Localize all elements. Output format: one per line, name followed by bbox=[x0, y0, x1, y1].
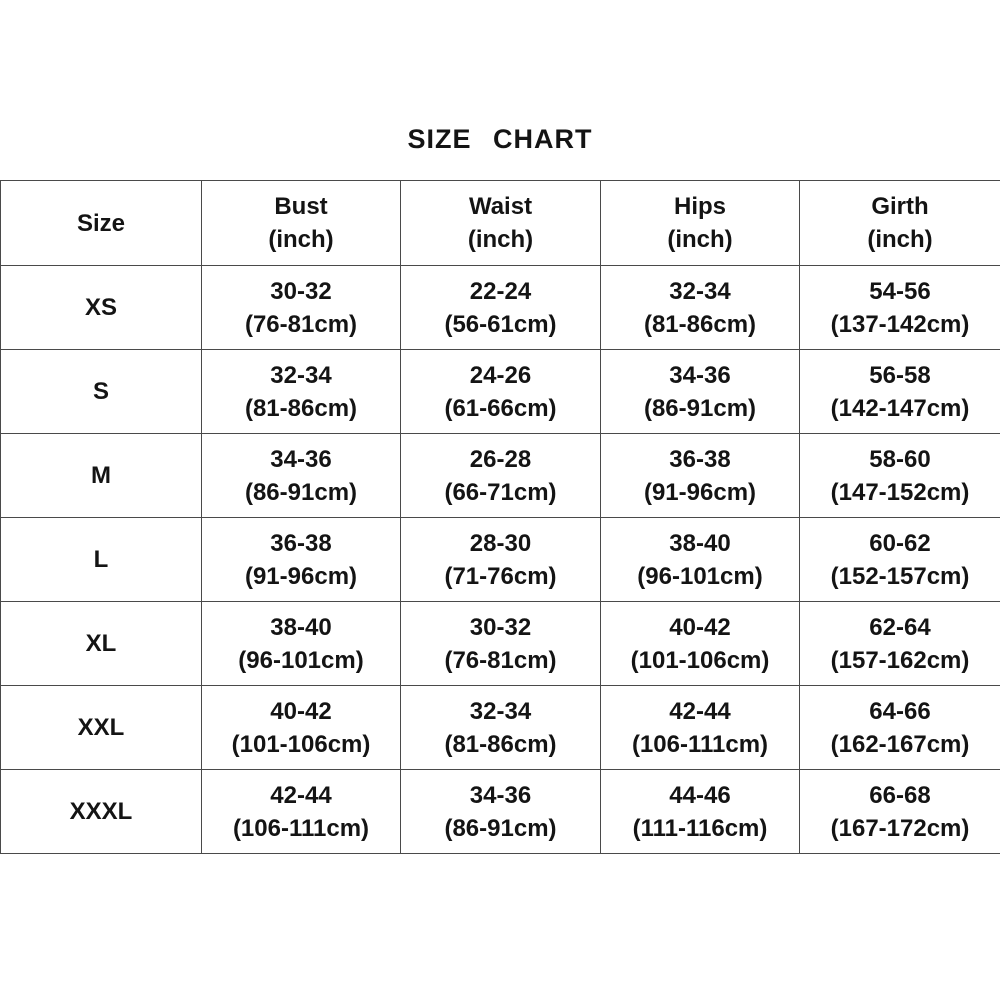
waist-cell bbox=[401, 686, 601, 770]
value-cm: (157-162cm) bbox=[830, 646, 970, 674]
hips-cell bbox=[601, 350, 800, 434]
size-cell: XL bbox=[1, 602, 202, 686]
table-row-xs bbox=[1, 266, 1000, 350]
value-inch: 60-62 bbox=[869, 529, 931, 557]
column-header-hips bbox=[601, 181, 800, 266]
value-cm: (106-111cm) bbox=[631, 730, 769, 758]
value-cm: (81-86cm) bbox=[643, 310, 757, 338]
value-cm: (81-86cm) bbox=[244, 394, 358, 422]
table-row-xxxl bbox=[1, 770, 1000, 854]
waist-cell bbox=[401, 602, 601, 686]
bust-cell bbox=[202, 770, 401, 854]
header-unit: (inch) bbox=[467, 226, 534, 253]
value-inch: 22-24 bbox=[469, 277, 532, 305]
hips-cell bbox=[601, 518, 800, 602]
value-cm: (76-81cm) bbox=[444, 646, 557, 674]
value-cm: (66-71cm) bbox=[444, 478, 557, 506]
header-label: Waist bbox=[468, 193, 533, 220]
value-cm: (147-152cm) bbox=[830, 478, 970, 506]
table-row-l bbox=[1, 518, 1000, 602]
waist-cell bbox=[401, 770, 601, 854]
value-cm: (86-91cm) bbox=[444, 814, 557, 842]
value-inch: 26-28 bbox=[469, 445, 532, 473]
value-inch: 30-32 bbox=[270, 277, 332, 305]
value-inch: 62-64 bbox=[869, 613, 931, 641]
value-cm: (56-61cm) bbox=[444, 310, 557, 338]
bust-cell bbox=[202, 350, 401, 434]
header-unit: (inch) bbox=[268, 226, 334, 253]
table-row-s bbox=[1, 350, 1000, 434]
header-unit: (inch) bbox=[867, 226, 933, 253]
girth-cell bbox=[800, 350, 1000, 434]
value-inch: 24-26 bbox=[469, 361, 532, 389]
value-inch: 38-40 bbox=[669, 529, 731, 557]
value-inch: 38-40 bbox=[270, 613, 332, 641]
header-label: Girth bbox=[871, 193, 929, 220]
size-cell: L bbox=[1, 518, 202, 602]
value-inch: 40-42 bbox=[270, 697, 332, 725]
value-cm: (86-91cm) bbox=[244, 478, 358, 506]
waist-cell bbox=[401, 518, 601, 602]
column-header-bust bbox=[202, 181, 401, 266]
value-inch: 42-44 bbox=[669, 697, 731, 725]
value-inch: 58-60 bbox=[869, 445, 931, 473]
value-inch: 36-38 bbox=[669, 445, 731, 473]
size-cell: XXL bbox=[1, 686, 202, 770]
value-inch: 32-34 bbox=[669, 277, 731, 305]
value-cm: (76-81cm) bbox=[244, 310, 358, 338]
size-chart-table bbox=[0, 180, 1000, 854]
value-inch: 34-36 bbox=[669, 361, 731, 389]
bust-cell bbox=[202, 266, 401, 350]
bust-cell bbox=[202, 686, 401, 770]
hips-cell bbox=[601, 266, 800, 350]
header-label: Bust bbox=[274, 193, 328, 220]
hips-cell bbox=[601, 602, 800, 686]
value-inch: 32-34 bbox=[469, 697, 532, 725]
hips-cell bbox=[601, 434, 800, 518]
bust-cell bbox=[202, 602, 401, 686]
column-header-girth bbox=[800, 181, 1000, 266]
value-cm: (152-157cm) bbox=[830, 562, 970, 590]
size-cell: XS bbox=[1, 266, 202, 350]
size-cell: M bbox=[1, 434, 202, 518]
value-inch: 30-32 bbox=[469, 613, 532, 641]
value-cm: (91-96cm) bbox=[244, 562, 358, 590]
size-cell: S bbox=[1, 350, 202, 434]
column-header-size bbox=[1, 181, 202, 266]
girth-cell bbox=[800, 518, 1000, 602]
value-inch: 66-68 bbox=[869, 781, 931, 809]
bust-cell bbox=[202, 434, 401, 518]
value-cm: (101-106cm) bbox=[231, 730, 371, 758]
value-cm: (167-172cm) bbox=[830, 814, 970, 842]
header-label: Hips bbox=[673, 193, 726, 220]
value-cm: (96-101cm) bbox=[238, 646, 364, 674]
value-inch: 54-56 bbox=[869, 277, 931, 305]
column-header-waist bbox=[401, 181, 601, 266]
value-cm: (91-96cm) bbox=[643, 478, 757, 506]
waist-cell bbox=[401, 350, 601, 434]
header-row bbox=[1, 181, 1000, 266]
value-cm: (61-66cm) bbox=[444, 394, 557, 422]
value-cm: (106-111cm) bbox=[232, 814, 370, 842]
bust-cell bbox=[202, 518, 401, 602]
value-inch: 42-44 bbox=[270, 781, 332, 809]
table-row-xl bbox=[1, 602, 1000, 686]
value-inch: 56-58 bbox=[869, 361, 931, 389]
value-cm: (162-167cm) bbox=[830, 730, 970, 758]
value-cm: (71-76cm) bbox=[444, 562, 557, 590]
girth-cell bbox=[800, 602, 1000, 686]
value-inch: 34-36 bbox=[469, 781, 532, 809]
value-inch: 64-66 bbox=[869, 697, 931, 725]
header-unit: (inch) bbox=[667, 226, 733, 253]
value-cm: (81-86cm) bbox=[444, 730, 557, 758]
table-row-m bbox=[1, 434, 1000, 518]
value-inch: 44-46 bbox=[669, 781, 731, 809]
value-inch: 28-30 bbox=[469, 529, 532, 557]
header-label: Size bbox=[76, 209, 126, 237]
value-inch: 36-38 bbox=[270, 529, 332, 557]
girth-cell bbox=[800, 686, 1000, 770]
value-cm: (96-101cm) bbox=[637, 562, 763, 590]
waist-cell bbox=[401, 434, 601, 518]
value-cm: (142-147cm) bbox=[830, 394, 970, 422]
value-cm: (101-106cm) bbox=[630, 646, 770, 674]
hips-cell bbox=[601, 686, 800, 770]
girth-cell bbox=[800, 434, 1000, 518]
table-row-xxl bbox=[1, 686, 1000, 770]
value-cm: (86-91cm) bbox=[643, 394, 757, 422]
value-inch: 32-34 bbox=[270, 361, 332, 389]
value-inch: 40-42 bbox=[669, 613, 731, 641]
girth-cell bbox=[800, 266, 1000, 350]
waist-cell bbox=[401, 266, 601, 350]
size-cell: XXXL bbox=[1, 770, 202, 854]
hips-cell bbox=[601, 770, 800, 854]
page-title: SIZE CHART bbox=[407, 124, 593, 154]
value-cm: (111-116cm) bbox=[632, 814, 768, 842]
girth-cell bbox=[800, 770, 1000, 854]
value-inch: 34-36 bbox=[270, 445, 332, 473]
value-cm: (137-142cm) bbox=[830, 310, 970, 338]
